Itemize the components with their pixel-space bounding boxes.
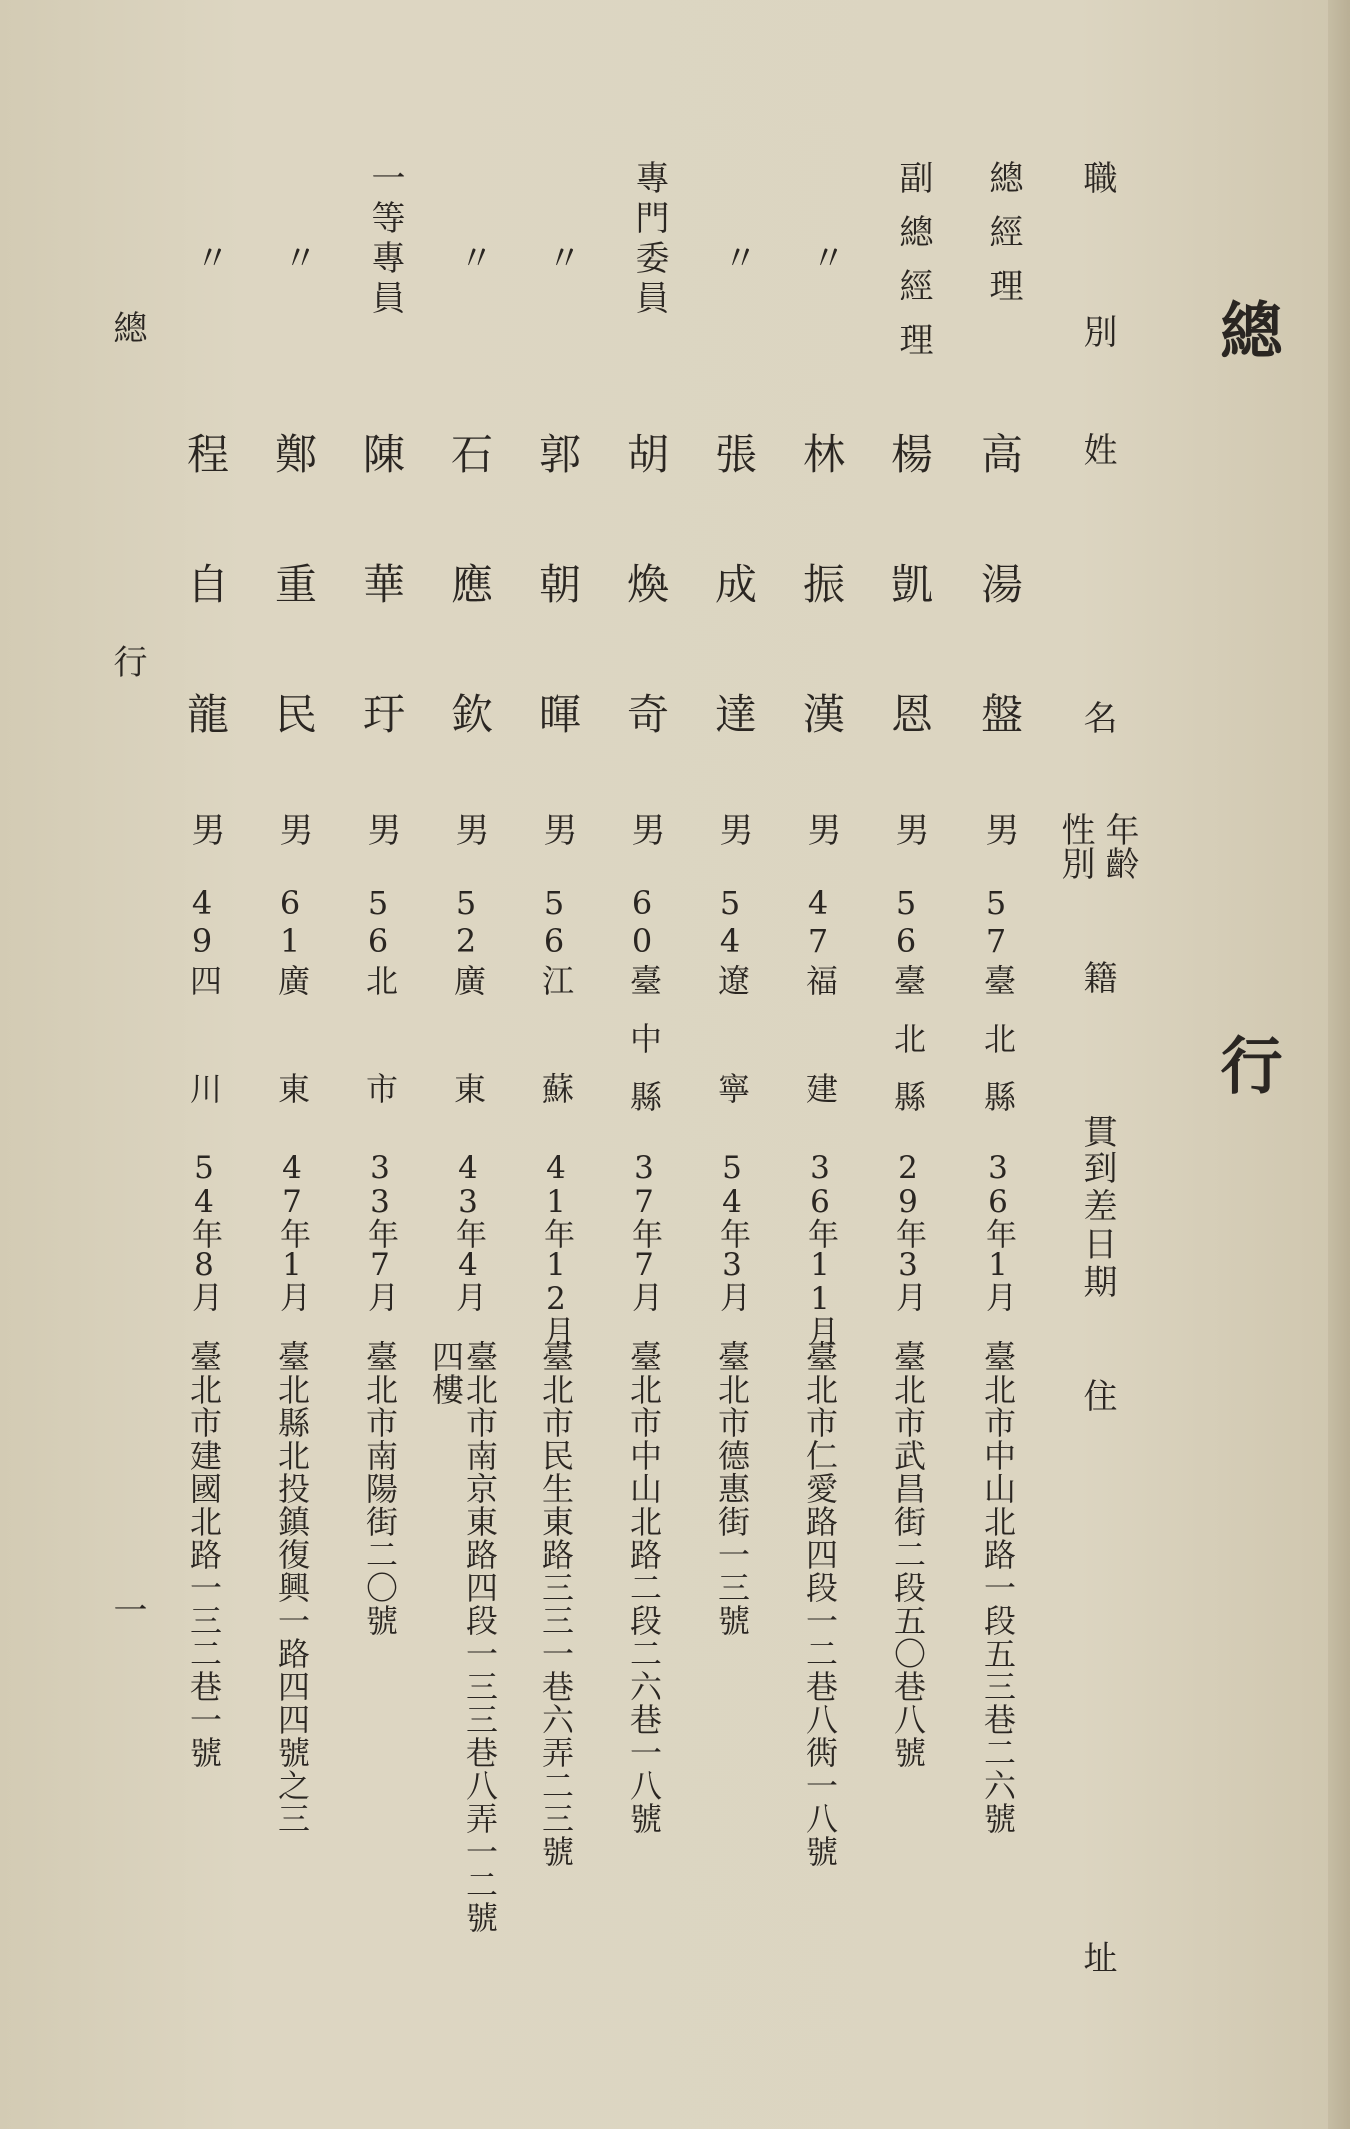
row-address: 臺北市中山北路一段五三巷二六號 bbox=[979, 1340, 1017, 1835]
row-arrival: 41年12月 bbox=[538, 1150, 574, 1344]
row-origin: 廣東 bbox=[449, 964, 487, 1180]
page-number: 一 bbox=[107, 1592, 147, 1626]
row-address: 臺北市南陽街二〇號 bbox=[361, 1340, 399, 1637]
row-origin: 廣東 bbox=[273, 964, 311, 1180]
row-sex: 男 bbox=[361, 812, 401, 846]
header-position: 職 別 bbox=[1077, 160, 1117, 388]
header-name-a: 姓 bbox=[1077, 432, 1117, 466]
row-arrival: 36年1月 bbox=[980, 1150, 1016, 1310]
row-address: 臺北市建國北路一三二巷一號 bbox=[185, 1340, 223, 1769]
row-sex: 男 bbox=[979, 812, 1019, 846]
page-edge bbox=[1328, 0, 1350, 2129]
header-address-b: 址 bbox=[1077, 1940, 1117, 1974]
row-origin: 福建 bbox=[801, 964, 839, 1180]
row-age: 56 bbox=[535, 884, 573, 960]
row-sex: 男 bbox=[625, 812, 665, 846]
row-address: 臺北市武昌街二段五〇巷八號 bbox=[889, 1340, 927, 1769]
row-position: 專門委員 bbox=[629, 160, 669, 320]
row-age: 57 bbox=[977, 884, 1015, 960]
row-name: 楊凱恩 bbox=[885, 432, 934, 822]
row-sex: 男 bbox=[537, 812, 577, 846]
row-arrival: 54年3月 bbox=[714, 1150, 750, 1310]
row-address: 臺北市南京東路四段一三三巷八弄一二號 bbox=[461, 1340, 499, 1934]
row-origin: 北市 bbox=[361, 964, 399, 1180]
row-arrival: 37年7月 bbox=[626, 1150, 662, 1310]
row-name: 陳華玗 bbox=[357, 432, 406, 822]
row-address: 臺北市德惠街一三號 bbox=[713, 1340, 751, 1637]
row-name: 石應欽 bbox=[445, 432, 494, 822]
header-address-a: 住 bbox=[1077, 1378, 1117, 1412]
row-arrival: 29年3月 bbox=[890, 1150, 926, 1310]
row-age: 47 bbox=[799, 884, 837, 960]
row-arrival: 47年1月 bbox=[274, 1150, 310, 1310]
row-address-continued: 四樓 bbox=[427, 1340, 465, 1406]
row-name: 張成達 bbox=[709, 432, 758, 822]
row-sex: 男 bbox=[273, 812, 313, 846]
row-sex: 男 bbox=[889, 812, 929, 846]
row-origin: 遼寧 bbox=[713, 964, 751, 1180]
row-sex: 男 bbox=[713, 812, 753, 846]
row-address: 臺北市民生東路三三一巷六弄二三號 bbox=[537, 1340, 575, 1868]
row-age: 54 bbox=[711, 884, 749, 960]
section-side-label: 總 行 bbox=[107, 310, 147, 808]
row-age: 61 bbox=[271, 884, 309, 960]
row-address: 臺北市仁愛路四段一二巷八衖一八號 bbox=[801, 1340, 839, 1868]
row-origin: 四川 bbox=[185, 964, 223, 1180]
row-origin: 臺中縣 bbox=[625, 964, 663, 1138]
page-title: 總 行 bbox=[1210, 298, 1283, 1395]
row-position: 一等專員 bbox=[365, 160, 405, 320]
row-arrival: 43年4月 bbox=[450, 1150, 486, 1310]
row-sex: 男 bbox=[801, 812, 841, 846]
header-sex: 性別 bbox=[1055, 812, 1095, 880]
row-age: 52 bbox=[447, 884, 485, 960]
header-origin: 籍 貫 bbox=[1077, 960, 1117, 1188]
row-sex: 男 bbox=[449, 812, 489, 846]
row-origin: 臺北縣 bbox=[889, 964, 927, 1138]
row-position: 〃 bbox=[277, 240, 317, 294]
row-sex: 男 bbox=[185, 812, 225, 846]
row-name: 鄭重民 bbox=[269, 432, 318, 822]
row-arrival: 54年8月 bbox=[186, 1150, 222, 1310]
row-age: 56 bbox=[887, 884, 925, 960]
row-position: 總經理 bbox=[983, 160, 1023, 322]
row-name: 程自龍 bbox=[181, 432, 230, 822]
row-address: 臺北市中山北路二段二六巷一八號 bbox=[625, 1340, 663, 1835]
header-age: 年齡 bbox=[1099, 812, 1139, 880]
row-position: 〃 bbox=[541, 240, 581, 294]
row-age: 60 bbox=[623, 884, 661, 960]
row-origin: 臺北縣 bbox=[979, 964, 1017, 1138]
header-name-b: 名 bbox=[1077, 700, 1117, 734]
row-arrival: 36年11月 bbox=[802, 1150, 838, 1344]
row-age: 56 bbox=[359, 884, 397, 960]
header-arrival: 到差日期 bbox=[1077, 1150, 1117, 1302]
row-name: 胡煥奇 bbox=[621, 432, 670, 822]
row-origin: 江蘇 bbox=[537, 964, 575, 1180]
row-position: 〃 bbox=[453, 240, 493, 294]
row-address: 臺北縣北投鎮復興一路四四號之三 bbox=[273, 1340, 311, 1835]
row-position: 〃 bbox=[717, 240, 757, 294]
row-name: 林振漢 bbox=[797, 432, 846, 822]
row-position: 〃 bbox=[805, 240, 845, 294]
row-position: 副總經理 bbox=[893, 160, 933, 376]
row-arrival: 33年7月 bbox=[362, 1150, 398, 1310]
row-position: 〃 bbox=[189, 240, 229, 294]
row-name: 高湯盤 bbox=[975, 432, 1024, 822]
row-age: 49 bbox=[183, 884, 221, 960]
row-name: 郭朝暉 bbox=[533, 432, 582, 822]
